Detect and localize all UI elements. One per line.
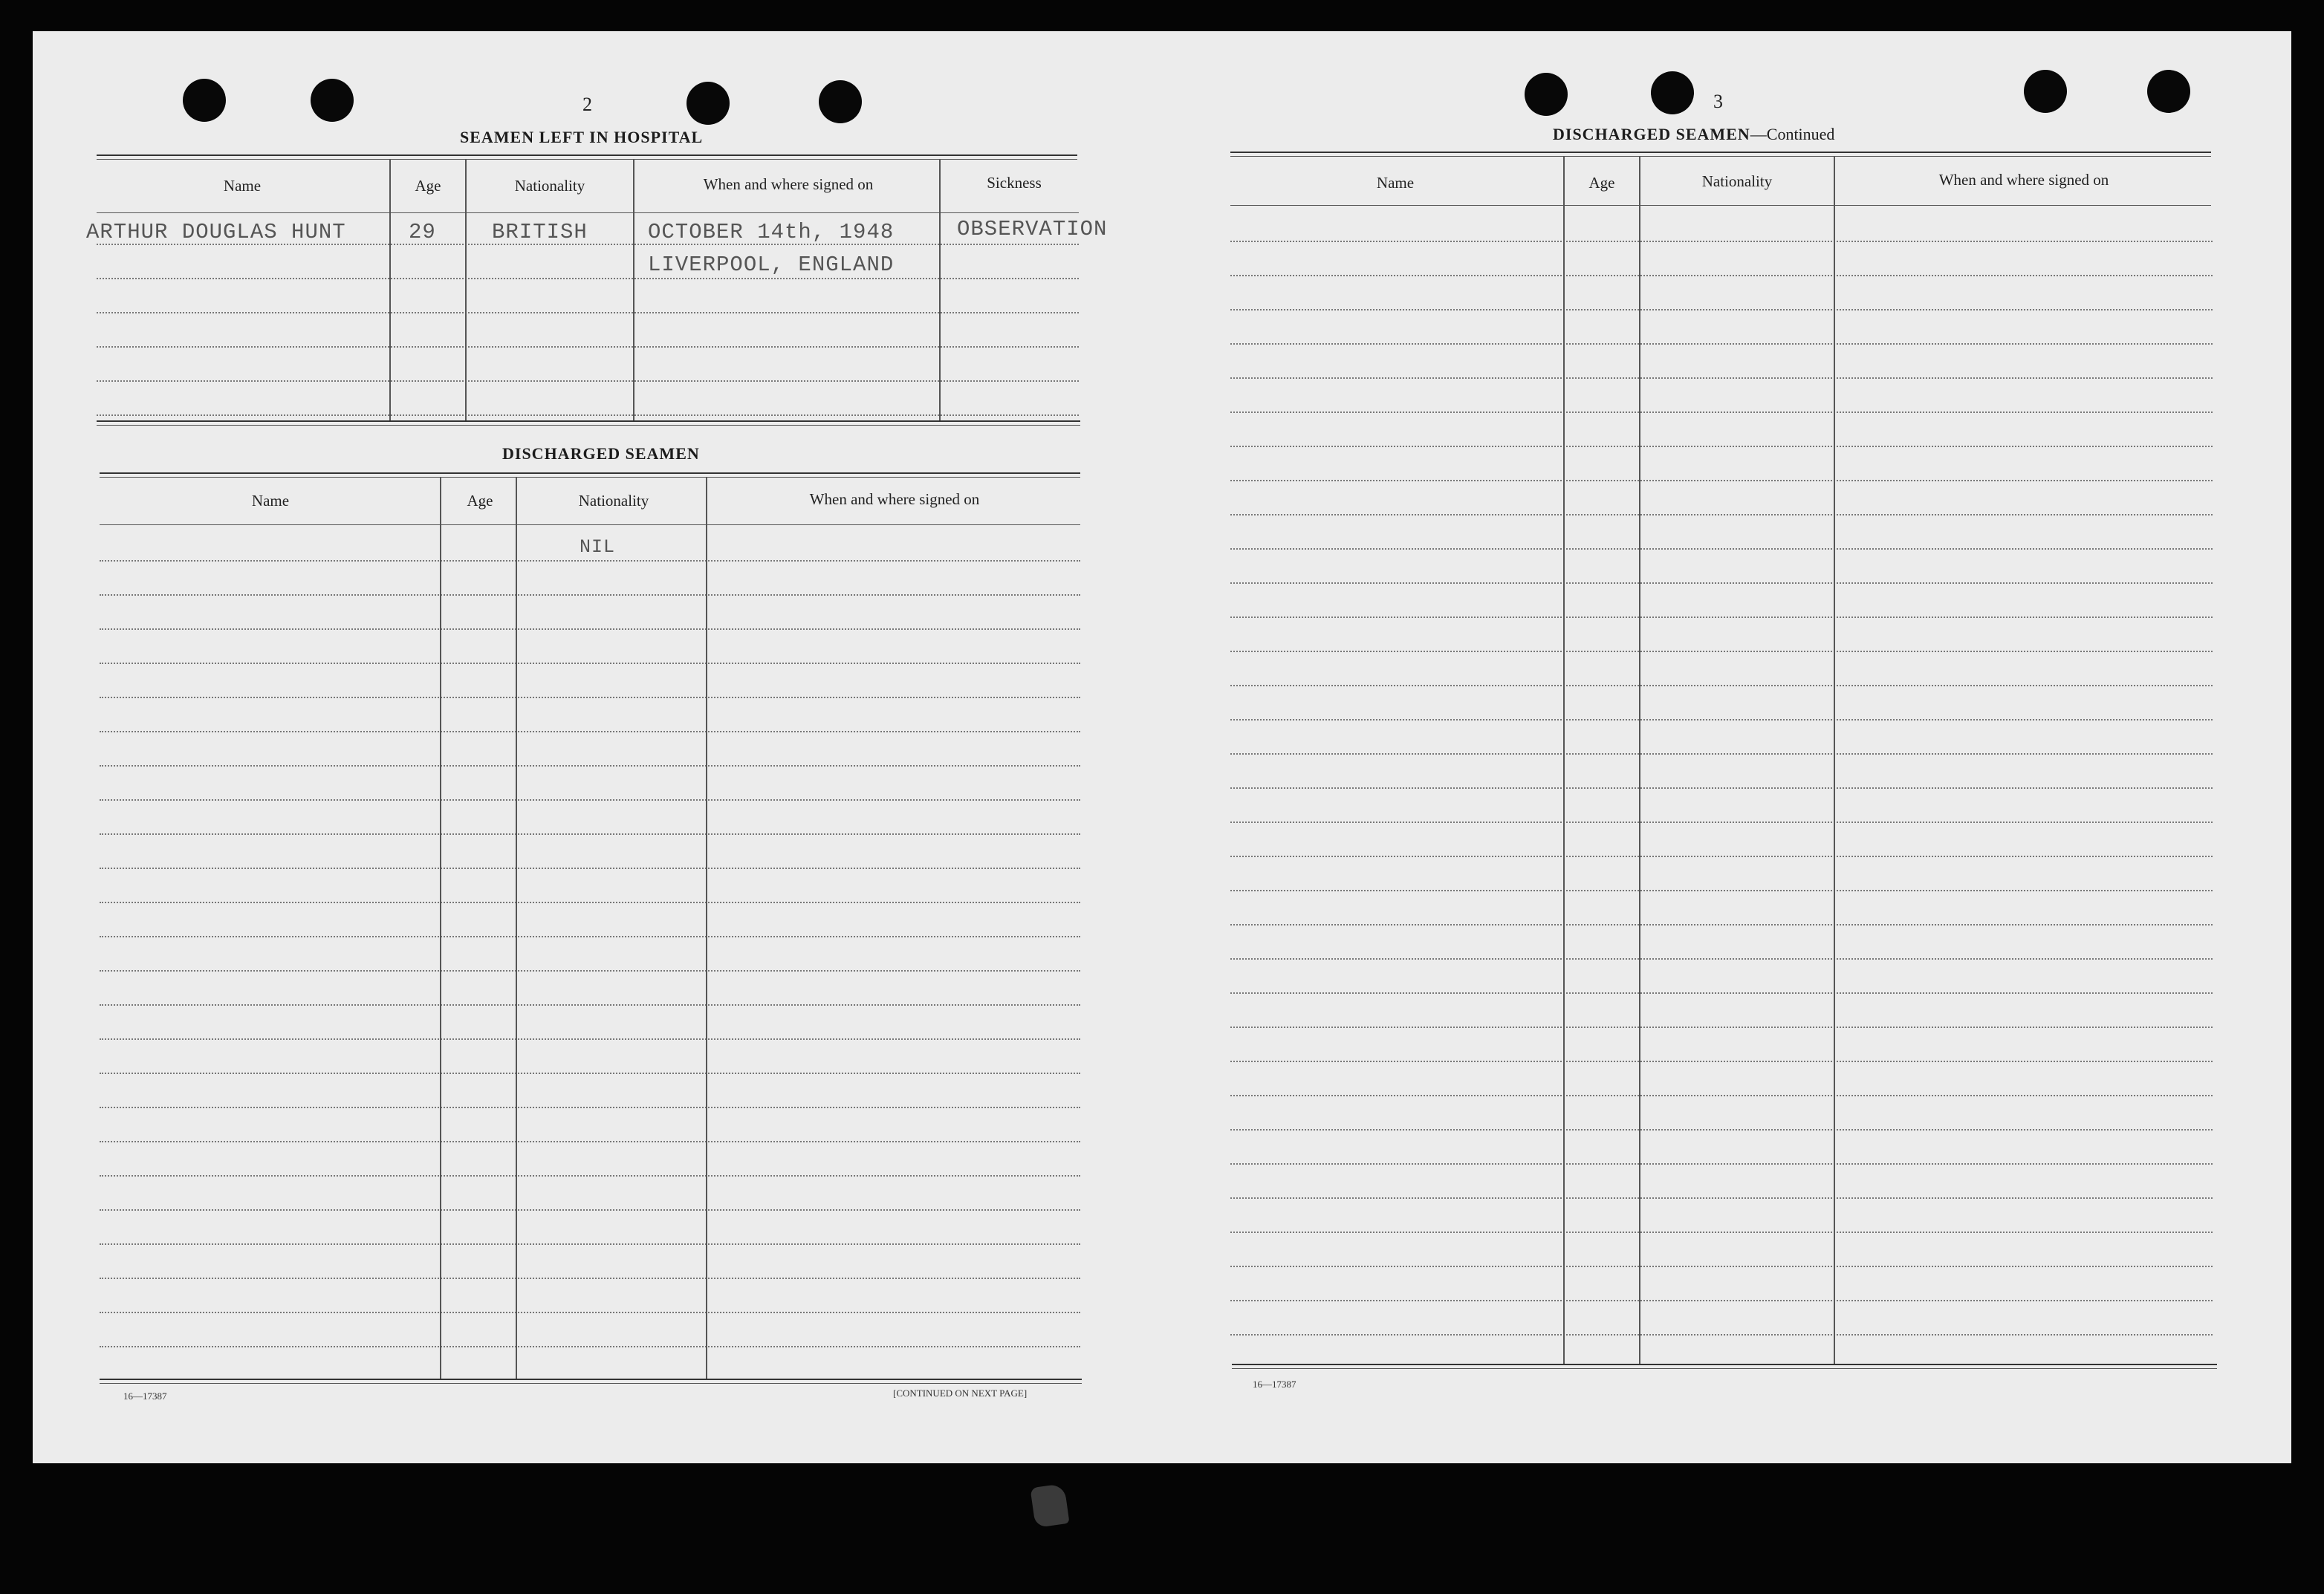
ruled-line xyxy=(1230,1129,2213,1131)
ruled-line xyxy=(1230,685,2213,686)
column-divider xyxy=(440,477,441,1379)
ruled-line xyxy=(1230,1334,2213,1336)
column-header: Sickness xyxy=(987,174,1042,192)
ruled-line xyxy=(1230,1300,2213,1301)
ruled-line xyxy=(100,868,1080,869)
ruled-line xyxy=(1230,514,2213,515)
ruled-line xyxy=(1230,411,2213,413)
table-border xyxy=(100,1383,1082,1384)
hospital-entry-nationality: BRITISH xyxy=(492,220,588,244)
column-divider xyxy=(706,477,707,1379)
ruled-line xyxy=(1230,582,2213,584)
ruled-line xyxy=(1230,617,2213,618)
column-divider xyxy=(1563,156,1565,1364)
discharged-entry-nil: NIL xyxy=(580,536,616,558)
ruled-line xyxy=(1230,1266,2213,1267)
ruled-line xyxy=(1230,377,2213,379)
ruled-line xyxy=(100,697,1080,698)
ruled-line xyxy=(1230,890,2213,891)
ruled-line xyxy=(1230,309,2213,310)
ruled-line xyxy=(100,1209,1080,1211)
table-border xyxy=(97,154,1077,156)
ruled-line xyxy=(1230,787,2213,789)
column-divider xyxy=(465,159,467,420)
punch-hole xyxy=(687,82,730,125)
column-header: Nationality xyxy=(1701,172,1773,190)
hospital-entry-age: 29 xyxy=(409,220,436,244)
ruled-line xyxy=(100,731,1080,732)
table-border xyxy=(97,420,1080,422)
ruled-line xyxy=(1230,822,2213,823)
ruled-line xyxy=(1230,856,2213,857)
column-header: When and where signed on xyxy=(1938,171,2109,189)
column-divider xyxy=(516,477,517,1379)
ruled-line xyxy=(100,1004,1080,1006)
column-header: Nationality xyxy=(514,177,585,195)
ruled-line xyxy=(1230,992,2213,994)
ruled-line xyxy=(100,1312,1080,1313)
ruled-line xyxy=(100,902,1080,903)
ruled-line xyxy=(1230,1232,2213,1233)
column-header: Age xyxy=(1588,174,1615,192)
ruled-line xyxy=(1230,480,2213,481)
column-header: When and where signed on xyxy=(809,490,980,508)
column-header: Name xyxy=(1376,174,1415,192)
page-number-right: 3 xyxy=(1713,91,1723,112)
ruled-line xyxy=(1230,1095,2213,1096)
punch-hole xyxy=(2147,70,2190,113)
punch-hole xyxy=(819,80,862,123)
column-divider xyxy=(1834,156,1835,1364)
punch-hole xyxy=(2024,70,2067,113)
ruled-line xyxy=(100,663,1080,664)
column-divider xyxy=(1639,156,1640,1364)
hospital-entry-signed-on-place: LIVERPOOL, ENGLAND xyxy=(648,253,895,277)
ruled-line xyxy=(100,560,1080,562)
hospital-entry-sickness: OBSERVATION xyxy=(957,217,1108,241)
punch-hole xyxy=(1651,71,1694,114)
hospital-entry-name: ARTHUR DOUGLAS HUNT xyxy=(86,220,346,244)
column-header: Nationality xyxy=(578,492,649,510)
table-border xyxy=(1232,1368,2217,1369)
ruled-line xyxy=(100,1073,1080,1074)
form-number-left: 16—17387 xyxy=(123,1390,167,1402)
header-rule xyxy=(1230,205,2211,206)
ruled-line xyxy=(1230,275,2213,276)
table-border xyxy=(100,472,1080,474)
column-header: When and where signed on xyxy=(703,175,874,193)
table-border xyxy=(1230,156,2211,157)
punch-hole xyxy=(311,79,354,122)
column-header: Age xyxy=(467,492,493,510)
document-sheet xyxy=(33,31,2291,1463)
table-border xyxy=(97,425,1080,426)
ruled-line xyxy=(100,1346,1080,1347)
column-divider xyxy=(389,159,391,420)
ruled-line xyxy=(1230,1163,2213,1165)
ruled-line xyxy=(1230,753,2213,755)
ruled-line xyxy=(100,594,1080,596)
ruled-line xyxy=(100,765,1080,767)
column-header: Name xyxy=(251,492,290,510)
ruled-line xyxy=(100,936,1080,937)
ruled-line xyxy=(1230,241,2213,242)
right-section-title-sub: —Continued xyxy=(1750,125,1835,143)
right-section-title-main: DISCHARGED SEAMEN xyxy=(1553,125,1750,143)
ruled-line xyxy=(100,628,1080,630)
ruled-line xyxy=(100,1107,1080,1108)
punch-hole xyxy=(1525,73,1568,116)
ruled-line xyxy=(100,799,1080,801)
hospital-entry-signed-on-date: OCTOBER 14th, 1948 xyxy=(648,220,895,244)
table-border xyxy=(100,1379,1082,1380)
table-border xyxy=(100,477,1080,478)
discharged-section-title: DISCHARGED SEAMEN xyxy=(502,444,700,463)
ruled-line xyxy=(1230,651,2213,652)
ruled-line xyxy=(1230,1027,2213,1028)
form-number-right: 16—17387 xyxy=(1253,1379,1296,1390)
header-rule xyxy=(100,524,1080,525)
table-border xyxy=(1230,152,2211,153)
ruled-line xyxy=(100,833,1080,835)
ruled-line xyxy=(1230,1061,2213,1062)
hospital-section-title: SEAMEN LEFT IN HOSPITAL xyxy=(460,128,704,146)
ruled-line xyxy=(1230,446,2213,447)
ruled-line xyxy=(100,1038,1080,1040)
ruled-line xyxy=(97,346,1079,348)
column-header: Age xyxy=(415,177,441,195)
table-border xyxy=(1232,1364,2217,1365)
continued-note: [CONTINUED ON NEXT PAGE] xyxy=(893,1388,1028,1399)
punch-hole xyxy=(183,79,226,122)
column-divider xyxy=(633,159,634,420)
ruled-line xyxy=(100,1141,1080,1142)
page-number-left: 2 xyxy=(582,94,592,115)
ruled-line xyxy=(1230,1197,2213,1199)
column-divider xyxy=(939,159,941,420)
ruled-line xyxy=(1230,719,2213,720)
ruled-line xyxy=(1230,958,2213,960)
ink-smudge xyxy=(1030,1483,1069,1528)
ruled-line xyxy=(100,1278,1080,1279)
ruled-line xyxy=(97,414,1079,416)
ruled-line xyxy=(1230,343,2213,345)
ruled-line xyxy=(100,1243,1080,1245)
ruled-line xyxy=(97,380,1079,382)
header-rule xyxy=(97,212,1079,213)
ruled-line xyxy=(1230,924,2213,926)
column-header: Name xyxy=(223,177,262,195)
right-section-title xyxy=(1553,125,1834,144)
ruled-line xyxy=(97,278,1079,279)
ruled-line xyxy=(1230,548,2213,550)
table-border xyxy=(97,159,1077,160)
ruled-line xyxy=(97,312,1079,313)
ruled-line xyxy=(100,1175,1080,1177)
ruled-line xyxy=(100,970,1080,972)
